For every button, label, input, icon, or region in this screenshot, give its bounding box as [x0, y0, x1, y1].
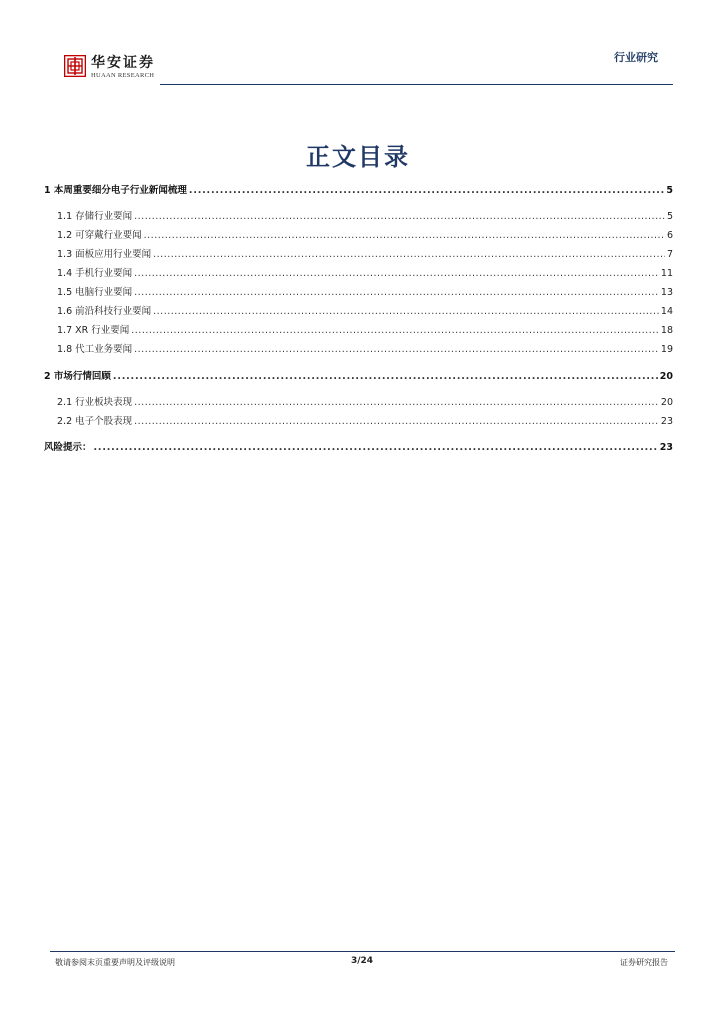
toc-entry-section-1[interactable] — [44, 182, 673, 196]
page-number: 3/24 — [350, 956, 374, 966]
footer-divider — [50, 951, 675, 952]
toc-entry-2-2[interactable] — [44, 413, 673, 427]
toc-title: 正文目录 — [306, 143, 410, 171]
toc-entry-page: 23 — [660, 416, 673, 427]
logo-text-cn: 华安证券 — [91, 55, 155, 71]
toc-leader-dots — [131, 325, 659, 336]
toc-entry-page: 11 — [660, 268, 673, 279]
toc-entry-page: 19 — [660, 344, 673, 355]
footer-disclaimer-note: 敬请参阅末页重要声明及评级说明 — [55, 958, 175, 967]
toc-entry-page: 14 — [660, 306, 673, 317]
toc-leader-dots — [134, 211, 665, 222]
toc-entry-page: 20 — [660, 397, 673, 408]
toc-entry-page: 5 — [666, 185, 673, 196]
toc-entry-1-1[interactable] — [44, 208, 673, 222]
page-header — [0, 0, 724, 90]
logo-text-en: HUAAN RESEARCH — [91, 72, 155, 79]
footer-report-type: 证券研究报告 — [620, 958, 668, 967]
toc-entry-label: 1 本周重要细分电子行业新闻梳理 — [44, 185, 187, 196]
toc-leader-dots — [94, 442, 658, 453]
header-divider — [160, 84, 673, 85]
toc-entry-section-2[interactable] — [44, 368, 673, 382]
toc-entry-page: 18 — [660, 325, 673, 336]
toc-entry-label: 2 市场行情回顾 — [44, 371, 111, 382]
toc-leader-dots — [189, 185, 664, 196]
toc-leader-dots — [134, 416, 659, 427]
toc-entry-risk-warning[interactable] — [44, 439, 673, 453]
report-section-label: 行业研究 — [614, 51, 658, 64]
toc-leader-dots — [113, 371, 658, 382]
toc-entry-label: 1.6 前沿科技行业要闻 — [57, 306, 152, 317]
toc-leader-dots — [144, 230, 665, 241]
toc-leader-dots — [134, 397, 659, 408]
toc-entry-label: 1.1 存储行业要闻 — [57, 211, 133, 222]
toc-entry-page: 23 — [659, 442, 673, 453]
toc-entry-2-1[interactable] — [44, 394, 673, 408]
toc-entry-label: 1.8 代工业务要闻 — [57, 344, 133, 355]
toc-entry-label: 1.2 可穿戴行业要闻 — [57, 230, 142, 241]
toc-leader-dots — [153, 306, 659, 317]
toc-entry-1-6[interactable] — [44, 303, 673, 317]
toc-entry-page: 20 — [659, 371, 673, 382]
toc-entry-label: 1.3 面板应用行业要闻 — [57, 249, 152, 260]
huaan-logo-icon — [64, 55, 86, 77]
toc-entry-page: 13 — [660, 287, 673, 298]
toc-entry-page: 6 — [666, 230, 673, 241]
toc-entry-1-3[interactable] — [44, 246, 673, 260]
toc-entry-1-5[interactable] — [44, 284, 673, 298]
toc-entry-page: 7 — [666, 249, 673, 260]
toc-entry-label: 2.2 电子个股表现 — [57, 416, 133, 427]
toc-entry-1-2[interactable] — [44, 227, 673, 241]
toc-entry-1-7[interactable] — [44, 322, 673, 336]
toc-leader-dots — [153, 249, 665, 260]
toc-entry-1-4[interactable] — [44, 265, 673, 279]
toc-leader-dots — [134, 287, 659, 298]
toc-entry-label: 2.1 行业板块表现 — [57, 397, 133, 408]
toc-leader-dots — [134, 344, 659, 355]
toc-entry-label: 风险提示： — [44, 442, 92, 453]
toc-entry-label: 1.5 电脑行业要闻 — [57, 287, 133, 298]
toc-entry-page: 5 — [666, 211, 673, 222]
toc-leader-dots — [134, 268, 659, 279]
toc-entry-label: 1.4 手机行业要闻 — [57, 268, 133, 279]
toc-entry-label: 1.7 XR 行业要闻 — [57, 325, 130, 336]
toc-entry-1-8[interactable] — [44, 341, 673, 355]
